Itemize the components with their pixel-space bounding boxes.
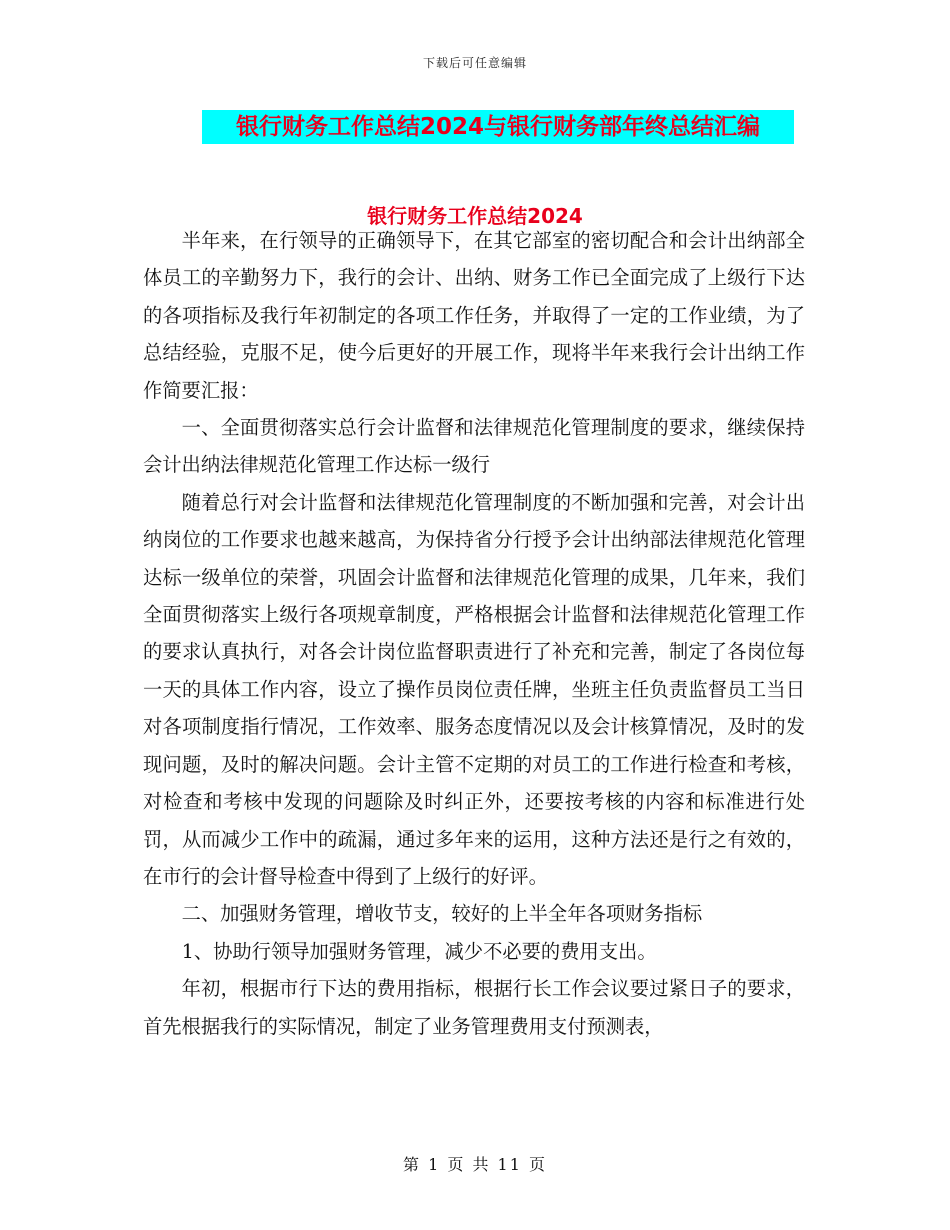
paragraph-heading-1: 一、全面贯彻落实总行会计监督和法律规范化管理制度的要求，继续保持会计出纳法律规范化管理工作达标一级行 — [143, 416, 805, 477]
paragraph-budget: 年初，根据市行下达的费用指标，根据行长工作会议要过紧日子的要求，首先根据我行的实际情况，制定了业务管理费用支付预测表， — [143, 977, 805, 1038]
paragraph-intro: 半年来，在行领导的正确领导下，在其它部室的密切配合和会计出纳部全体员工的辛勤努力下，我行的会计、出纳、财务工作已全面完成了上级行下达的各项指标及我行年初制定的各项工作任务，并取得了一定的工作业绩，为了总结经验，克服不足，使今后更好的开展工作，现将半年来我行会计出纳工作作简要汇报： — [143, 229, 805, 402]
page-number: 第 1 页 共 11 页 — [403, 1155, 547, 1174]
paragraph-heading-2: 二、加强财务管理，增收节支，较好的上半全年各项财务指标 — [181, 902, 703, 926]
download-note: 下载后可任意编辑 — [422, 56, 527, 70]
section-title: 银行财务工作总结2024 — [367, 204, 583, 228]
document-body — [143, 222, 805, 1045]
paragraph-supervision: 随着总行对会计监督和法律规范化管理制度的不断加强和完善，对会计出纳岗位的工作要求也越来越高，为保持省分行授予会计出纳部法律规范化管理达标一级单位的荣誉，巩固会计监督和法律规范化管理的成果，几年来，我们全面贯彻落实上级行各项规章制度，严格根据会计监督和法律规范化管理工作的要求认真执行，对各会计岗位监督职责进行了补充和完善，制定了各岗位每一天的具体工作内容，设立了操作员岗位责任牌，坐班主任负责监督员工当日对各项制度指行情况，工作效率、服务态度情况以及会计核算情况，及时的发现问题，及时的解决问题。会计主管不定期的对员工的工作进行检查和考核，对检查和考核中发现的问题除及时纠正外，还要按考核的内容和标准进行处罚，从而减少工作中的疏漏，通过多年来的运用，这种方法还是行之有效的，在市行的会计督导检查中得到了上级行的好评。 — [143, 490, 805, 888]
document-title: 银行财务工作总结2024与银行财务部年终总结汇编 — [202, 110, 794, 144]
paragraph-item-1: 1、协助行领导加强财务管理，减少不必要的费用支出。 — [181, 939, 657, 963]
